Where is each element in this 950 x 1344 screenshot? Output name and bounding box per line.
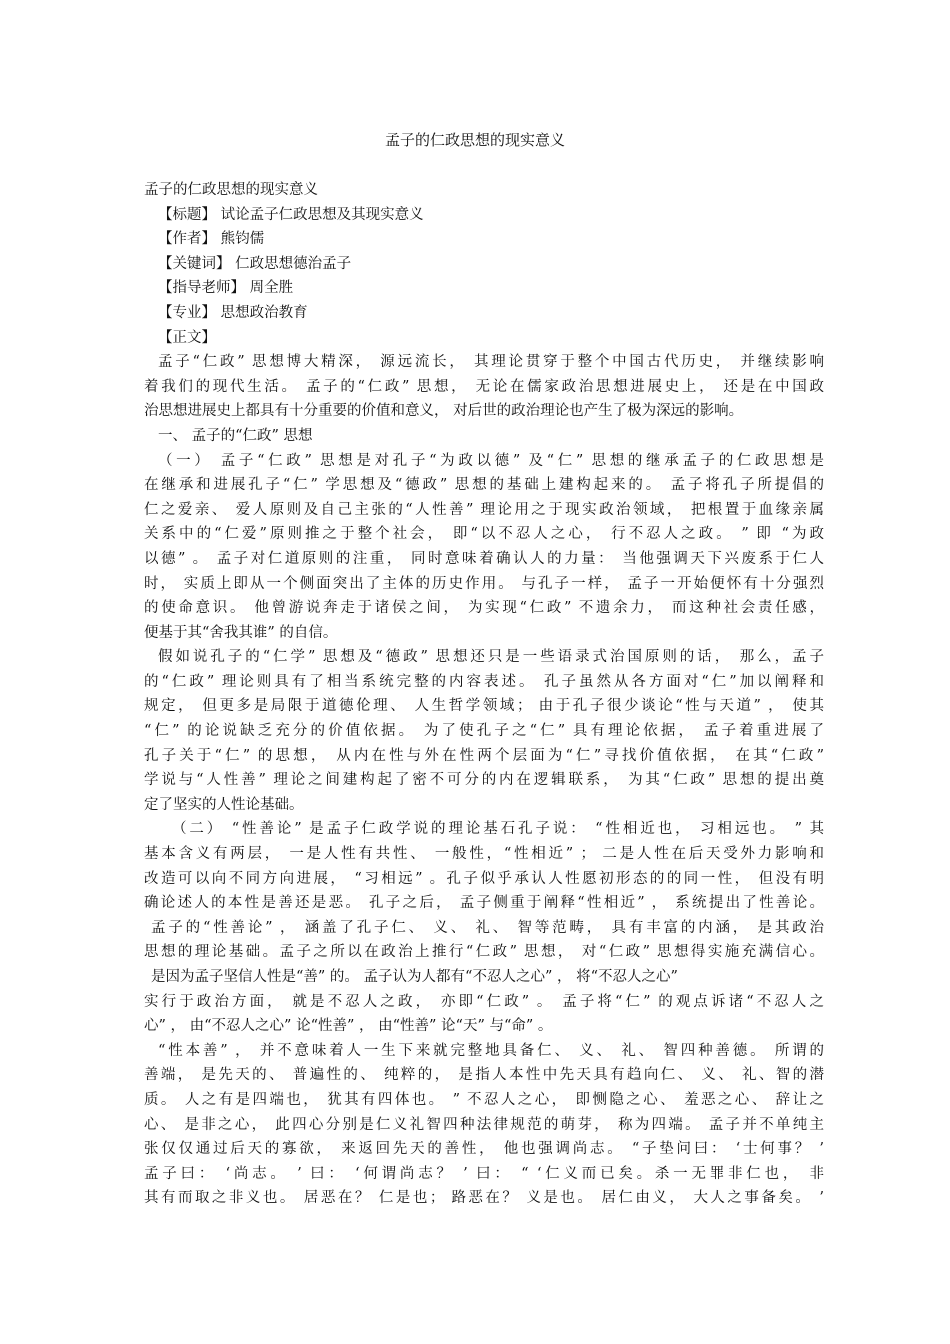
- text-line: 其有而取之非义也。 居恶在？ 仁是也； 路恶在？ 义是也。 居仁由义， 大人之事备矣。 ’: [144, 1190, 824, 1207]
- text-line: 以德” 。 孟子对仁道原则的注重， 同时意味着确认人的力量： 当他强调天下兴废系于仁人: [144, 550, 824, 567]
- text-line: 孟子的“性善论” ， 涵盖了孔子仁、 义、 礼、 智等范畴， 具有丰富的内涵， 是其政治: [151, 919, 824, 936]
- text-line: 关系中的“仁爱”原则推之于整个社会， 即“以不忍人之心， 行不忍人之政。 ” 即 “为政: [144, 526, 824, 543]
- text-line: 着我们的现代生活。 孟子的“仁政” 思想， 无论在儒家政治思想进展史上， 还是在中国政: [144, 378, 824, 395]
- text-line: 的“仁政” 理论则具有了相当系统完整的内容表述。 孔子虽然从各方面对“仁”加以阐释和: [144, 673, 824, 690]
- text-line: “仁” 的论说缺乏充分的价值依据。 为了使孔子之“仁” 具有理论依据， 孟子着重进展了: [144, 723, 824, 740]
- text-line: 仁之爱亲、 爱人原则及自己主张的“人性善” 理论用之于现实政治领域， 把根置于血缘亲属: [144, 501, 824, 518]
- text-line: 便基于其“舍我其谁” 的自信。: [144, 624, 338, 641]
- text-line: 善端， 是先天的、 普遍性的、 纯粹的， 是指人本性中先天具有趋向仁、 义、 礼、智的潜: [144, 1067, 824, 1084]
- text-line: 心、 是非之心， 此四心分别是仁义礼智四种法律规范的萌芽， 称为四端。 孟子并不单纯主: [144, 1116, 824, 1133]
- text-line: 质。 人之有是四端也， 犹其有四体也。 ” 不忍人之心， 即恻隐之心、 羞恶之心、 辞让之: [144, 1091, 824, 1108]
- text-line: 【专业】 思想政治教育: [158, 304, 308, 321]
- text-line: 定了坚实的人性论基础。: [144, 796, 304, 813]
- text-line: 心” ， 由“不忍人之心” 论“性善” ， 由“性善” 论“天” 与“命” 。: [144, 1018, 553, 1035]
- text-line: 【关键词】 仁政思想德治孟子: [158, 255, 352, 272]
- text-line: 治思想进展史上都具有十分重要的价值和意义， 对后世的政治理论也产生了极为深远的影响。: [144, 403, 744, 420]
- text-line: 假如说孔子的“仁学” 思想及“德政” 思想还只是一些语录式治国原则的话， 那么，孟子: [158, 649, 824, 666]
- text-line: 孟子曰： ‘尚志。 ’ 曰： ‘何谓尚志？ ’ 曰： “ ‘仁义而已矣。杀一无罪非仁也， 非: [144, 1165, 824, 1182]
- text-line: （二） “性善论” 是孟子仁政学说的理论基石孔子说： “性相近也， 习相远也。 ” 其: [172, 821, 824, 838]
- text-line: 孟子的仁政思想的现实意义: [144, 182, 318, 198]
- text-line: 实行于政治方面， 就是不忍人之政， 亦即“仁政” 。 孟子将“仁” 的观点诉诸“不忍人之: [144, 993, 824, 1010]
- document-body: [144, 178, 824, 1211]
- text-line: 改造可以向不同方向进展， “习相远” 。孔子似乎承认人性愿初形态的的同一性， 但没有明: [144, 870, 824, 887]
- text-line: 确论述人的本性是善还是恶。 孔子之后， 孟子侧重于阐释“性相近” ， 系统提出了性善论。: [144, 895, 824, 912]
- text-line: 是因为孟子坚信人性是“善” 的。 孟子认为人都有“不忍人之心” ， 将“不忍人之心”: [151, 969, 678, 985]
- text-line: 【正文】: [158, 329, 216, 346]
- text-line: 基本含义有两层， 一是人性有共性、 一般性，“性相近” ； 二是人性在后天受外力影响和: [144, 846, 824, 863]
- text-line: 张仅仅通过后天的寡欲， 来返回先天的善性， 他也强调尚志。 “子垫问曰： ‘士何事？ ’: [144, 1141, 824, 1158]
- text-line: 孔子关于“仁” 的思想， 从内在性与外在性两个层面为“仁”寻找价值依据， 在其“仁政”: [144, 747, 824, 764]
- text-line: 孟子“仁政” 思想博大精深， 源远流长， 其理论贯穿于整个中国古代历史， 并继续影响: [158, 354, 824, 371]
- text-line: “性本善” ， 并不意味着人一生下来就完整地具备仁、 义、 礼、 智四种善德。 所谓的: [158, 1042, 824, 1059]
- text-line: 【标题】 试论孟子仁政思想及其现实意义: [158, 206, 424, 223]
- text-line: 在继承和进展孔子“仁” 学思想及“德政” 思想的基础上建构起来的。 孟子将孔子所提倡的: [144, 477, 824, 494]
- text-line: 的使命意识。 他曾游说奔走于诸侯之间， 为实现“仁政” 不遗余力， 而这种社会责任感，: [144, 600, 824, 617]
- text-line: 一、 孟子的“仁政” 思想: [158, 427, 313, 444]
- text-line: 【作者】 熊钧儒: [158, 231, 265, 248]
- text-line: 【指导老师】 周全胜: [158, 280, 294, 297]
- text-line: 时， 实质上即从一个侧面突出了主体的历史作用。 与孔子一样， 孟子一开始便怀有十分强烈: [144, 575, 824, 592]
- text-line: 学说与“人性善” 理论之间建构起了密不可分的内在逻辑联系， 为其“仁政” 思想的提出奠: [144, 772, 824, 789]
- text-line: （一） 孟子“仁政” 思想是对孔子“为政以德” 及“仁” 思想的继承孟子的仁政思想是: [158, 452, 824, 469]
- text-line: 规定， 但更多是局限于道德伦理、 人生哲学领域； 由于孔子很少谈论“性与天道” ， 使其: [144, 698, 824, 715]
- page-title: 孟子的仁政思想的现实意义: [384, 131, 565, 149]
- text-line: 思想的理论基础。孟子之所以在政治上推行“仁政” 思想， 对“仁政” 思想得实施充满信心。: [144, 944, 824, 961]
